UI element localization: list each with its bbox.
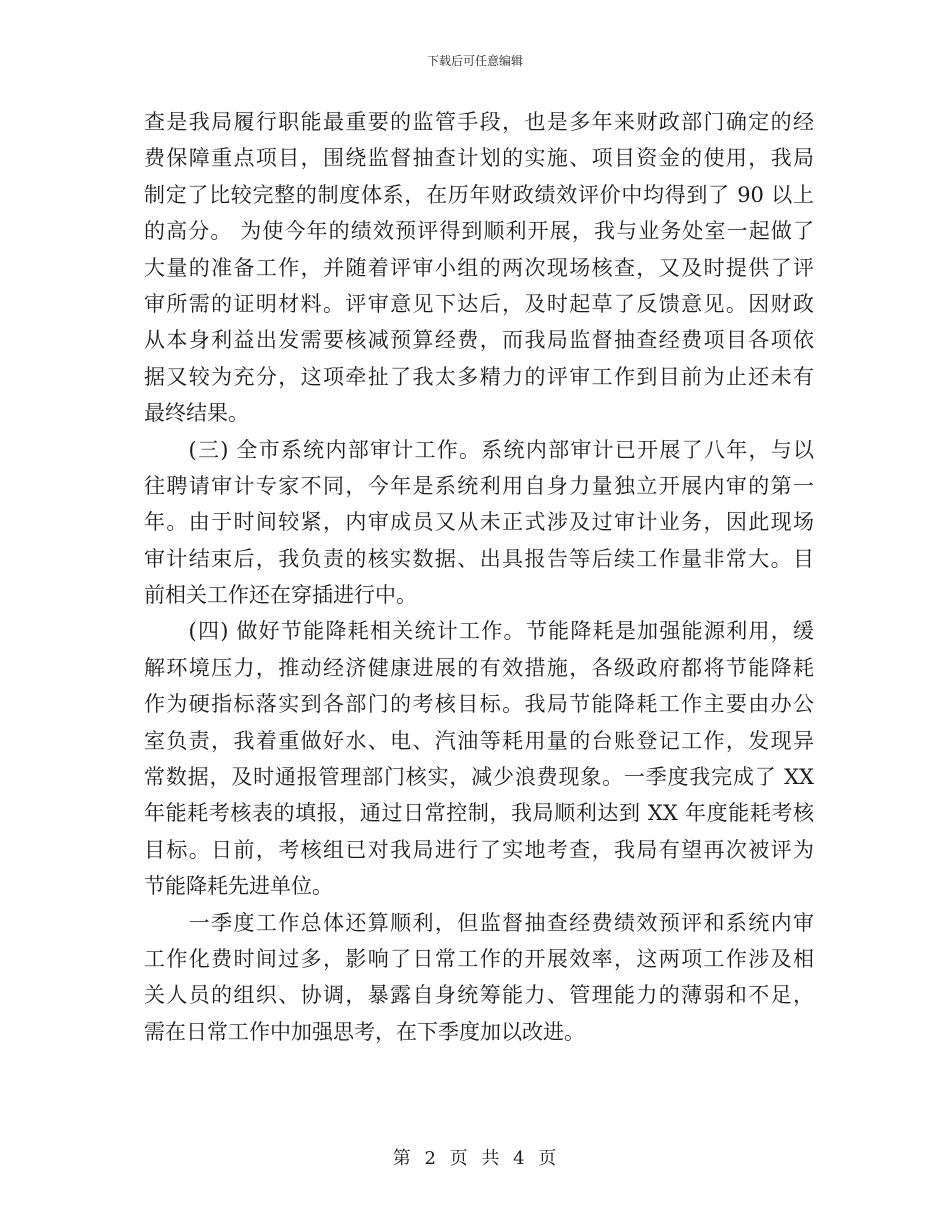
body-text-line: 节能降耗先进单位。 [144,874,333,899]
body-text-line: 年能耗考核表的填报，通过日常控制，我局顺利达到 XX 年度能耗考核 [144,801,814,826]
body-text-line: 查是我局履行职能最重要的监管手段，也是多年来财政部门确定的经 [144,110,814,134]
body-text-line: 作为硬指标落实到各部门的考核目标。我局节能降耗工作主要由办公 [144,692,814,717]
body-text-line: 关人员的组织、协调，暴露自身统筹能力、管理能力的薄弱和不足， [144,983,814,1008]
body-text-line: 年。由于时间较紧，内审成员又从未正式涉及过审计业务，因此现场 [144,510,814,535]
body-text-line: 最终结果。 [144,401,249,426]
body-text-line: 目标。日前，考核组已对我局进行了实地考查，我局有望再次被评为 [144,837,814,862]
body-text-line: 一季度工作总体还算顺利，但监督抽查经费绩效预评和系统内审 [144,910,814,935]
body-text-line: 大量的准备工作，并随着评审小组的两次现场核查，又及时提供了评 [144,255,814,280]
body-text-line: 从本身利益出发需要核减预算经费，而我局监督抽查经费项目各项依 [144,328,814,353]
body-text-line: 审计结束后，我负责的核实数据、出具报告等后续工作量非常大。目 [144,546,814,571]
body-text-line: 审所需的证明材料。评审意见下达后，及时起草了反馈意见。因财政 [144,291,814,316]
body-text-line: 常数据，及时通报管理部门核实，减少浪费现象。一季度我完成了 XX [144,765,814,790]
page-footer: 第 2 页 共 4 页 [392,1148,558,1169]
body-text-line: 往聘请审计专家不同，今年是系统利用自身力量独立开展内审的第一 [144,473,814,498]
body-text-line: 需在日常工作中加强思考，在下季度加以改进。 [144,1019,585,1044]
body-text-line: 据又较为充分，这项牵扯了我太多精力的评审工作到目前为止还未有 [144,364,814,389]
body-text-line: 前相关工作还在穿插进行中。 [144,583,417,608]
body-text-line: 室负责，我着重做好水、电、汽油等耗用量的台账登记工作，发现异 [144,728,814,753]
body-text-line: (三) 全市系统内部审计工作。系统内部审计已开展了八年，与以 [144,437,814,462]
body-text-line: 费保障重点项目，围绕监督抽查计划的实施、项目资金的使用，我局 [144,146,814,171]
body-text-line: 工作化费时间过多，影响了日常工作的开展效率，这两项工作涉及相 [144,946,814,971]
body-text-line: 解环境压力，推动经济健康进展的有效措施，各级政府都将节能降耗 [144,655,814,680]
body-text-line: 制定了比较完整的制度体系，在历年财政绩效评价中均得到了 90 以上 [144,182,814,207]
body-text-line: (四) 做好节能降耗相关统计工作。节能降耗是加强能源利用，缓 [144,619,814,644]
body-text-line: 的高分。 为使今年的绩效预评得到顺利开展，我与业务处室一起做了 [144,219,814,244]
page-header: 下载后可任意编辑 [426,54,523,68]
document-body [144,104,814,1050]
